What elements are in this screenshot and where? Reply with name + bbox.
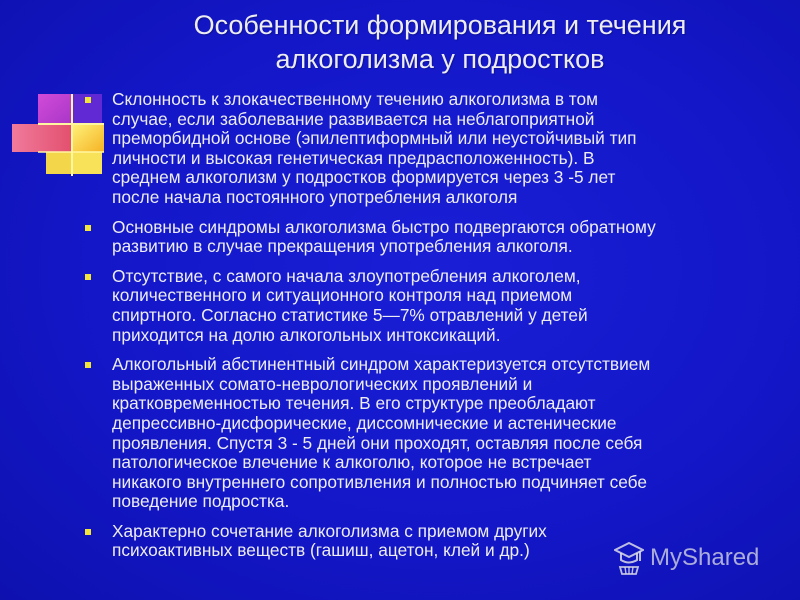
title-line-2: алкоголизма у подростков: [275, 44, 605, 74]
bullet-marker: [85, 529, 91, 535]
list-item: Характерно сочетание алкоголизма с приемом других психоактивных веществ (гашиш, ацетон, клей и др.): [78, 522, 778, 561]
list-item: Отсутствие, с самого начала злоупотребления алкоголем, количественного и ситуационного контроля над приемом спиртного. Согласно статистике 5—7% отравлений у детей приходится на долю алкогольных интоксикаций.: [78, 267, 778, 345]
mortarboard-icon: [614, 541, 644, 575]
bullet-marker: [85, 362, 91, 368]
slide-title: [120, 8, 760, 76]
bullet-marker: [85, 97, 91, 103]
title-line-1: Особенности формирования и течения: [193, 10, 687, 40]
bullet-marker: [85, 274, 91, 280]
list-item: Алкогольный абстинентный синдром характеризуется отсутствием выраженных сомато-неврологических проявлений и кратковременностью течения. В его структуре преобладают депрессивно-дисфорические, диссомнические и астенические проявления. Спустя 3 - 5 дней они проходят, оставляя после себя патологическое влечение к алкоголю, которое не встречает никакого внутреннего сопротивления и полностью подчиняет себе поведение подростка.: [78, 355, 778, 512]
list-item: Основные синдромы алкоголизма быстро подвергаются обратному развитию в случае прекращения употребления алкоголя.: [78, 218, 778, 257]
bullet-marker: [85, 225, 91, 231]
list-item: Склонность к злокачественному течению алкоголизма в том случае, если заболевание развивается на неблагоприятной преморбидной основе (эпилептиформный или неустойчивый тип личности и высокая генетическая предрасположенность). В среднем алкоголизм у подростков формируется через 3 -5 лет после начала постоянного употребления алкоголя: [78, 90, 778, 208]
watermark: [614, 540, 759, 576]
watermark-text: MyShared: [650, 544, 760, 571]
bullet-list: [78, 90, 778, 571]
